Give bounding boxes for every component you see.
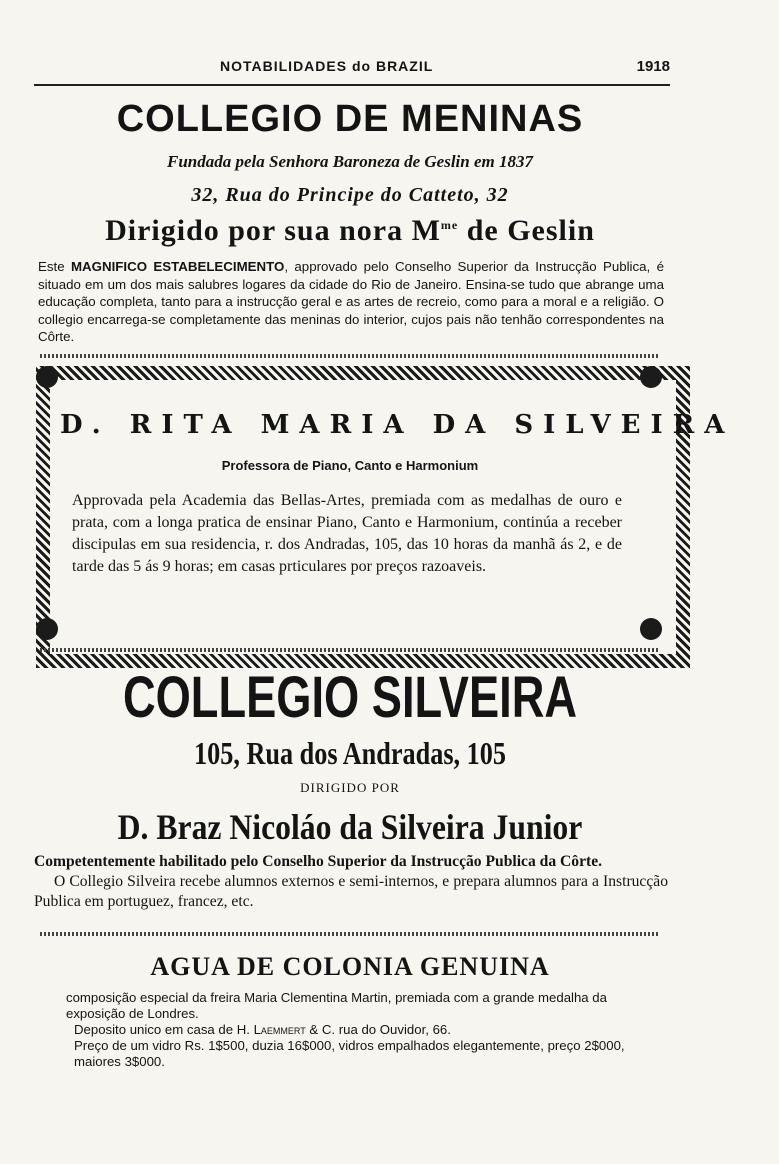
ad3-directed-by: DIRIGIDO POR	[300, 780, 400, 795]
divider	[40, 354, 660, 358]
ad4-composition: composição especial da freira Maria Clementina Martin, premiada com a grande medalha da exposição de Londres.	[66, 990, 607, 1021]
running-title: NOTABILIDADES do BRAZIL	[220, 58, 434, 74]
page-header	[30, 58, 670, 84]
ad3-director: D. Braz Nicoláo da Silveira Junior	[117, 807, 583, 847]
ad2-name: D. RITA MARIA DA SILVEIRA	[60, 410, 735, 440]
page-number: 1918	[636, 58, 670, 75]
ad3-body	[34, 852, 668, 912]
ad4-price: Preço de um vidro Rs. 1$500, duzia 16$000, vidros empalhados elegantemente, preço 2$000, maiores 3$000.	[74, 1038, 625, 1069]
ad2-role: Professora de Piano, Canto e Harmonium	[221, 458, 479, 473]
ad1-founded: Fundada pela Senhora Baroneza de Geslin em 1837	[166, 152, 533, 171]
ad3-description: O Collegio Silveira recebe alumnos externos e semi-internos, e prepara alumnos para a Instrucção Publica em portuguez, francez, etc.	[34, 873, 668, 910]
divider	[40, 932, 660, 936]
ad3-title: COLLEGIO SILVEIRA	[122, 665, 578, 730]
ad1-address: 32, Rua do Principe do Catteto, 32	[191, 184, 509, 206]
corner-ornament	[640, 618, 662, 640]
corner-ornament	[640, 366, 662, 388]
corner-ornament	[36, 366, 58, 388]
ad4-title: AGUA DE COLONIA GENUINA	[150, 952, 550, 981]
ad4-body	[66, 990, 646, 1070]
ad1-director: Dirigido por sua nora $M^{me}$ de Geslin	[105, 214, 595, 247]
header-rule	[34, 84, 670, 86]
ad1-title: COLLEGIO DE MENINAS	[116, 98, 584, 140]
corner-ornament	[36, 618, 58, 640]
ad2-body: Approvada pela Academia das Bellas-Artes, premiada com as medalhas de ouro e prata, com a longa pratica de ensinar Piano, Canto e Harmonium, continúa a receber discipulas em sua residencia, r. dos Andradas, 105, das 10 horas da manhã ás 2, e de tarde das 5 ás 9 horas; em casas prticulares por preços razoaveis.	[72, 492, 622, 575]
ad4-deposit: Deposito unico em casa de H. Laemmert & C. rua do Ouvidor, 66.	[74, 1022, 451, 1037]
ad1-body: Este MAGNIFICO ESTABELECIMENTO, approvado pelo Conselho Superior da Instrucção Publica, é situado em um dos mais salubres logares da cidade do Rio de Janeiro. Ensina-se tudo que abrange uma educação completa, tanto para a instrucção geral e as artes de recreio, como para a moral e a religião. O collegio encarrega-se completamente das meninas do interior, cujos pais não tenhão correspondentes na Côrte.	[38, 259, 664, 344]
divider	[40, 648, 660, 652]
ad3-address: 105, Rua dos Andradas, 105	[193, 735, 507, 771]
ad3-credentials: Competentemente habilitado pelo Conselho Superior da Instrucção Publica da Côrte.	[34, 853, 603, 870]
